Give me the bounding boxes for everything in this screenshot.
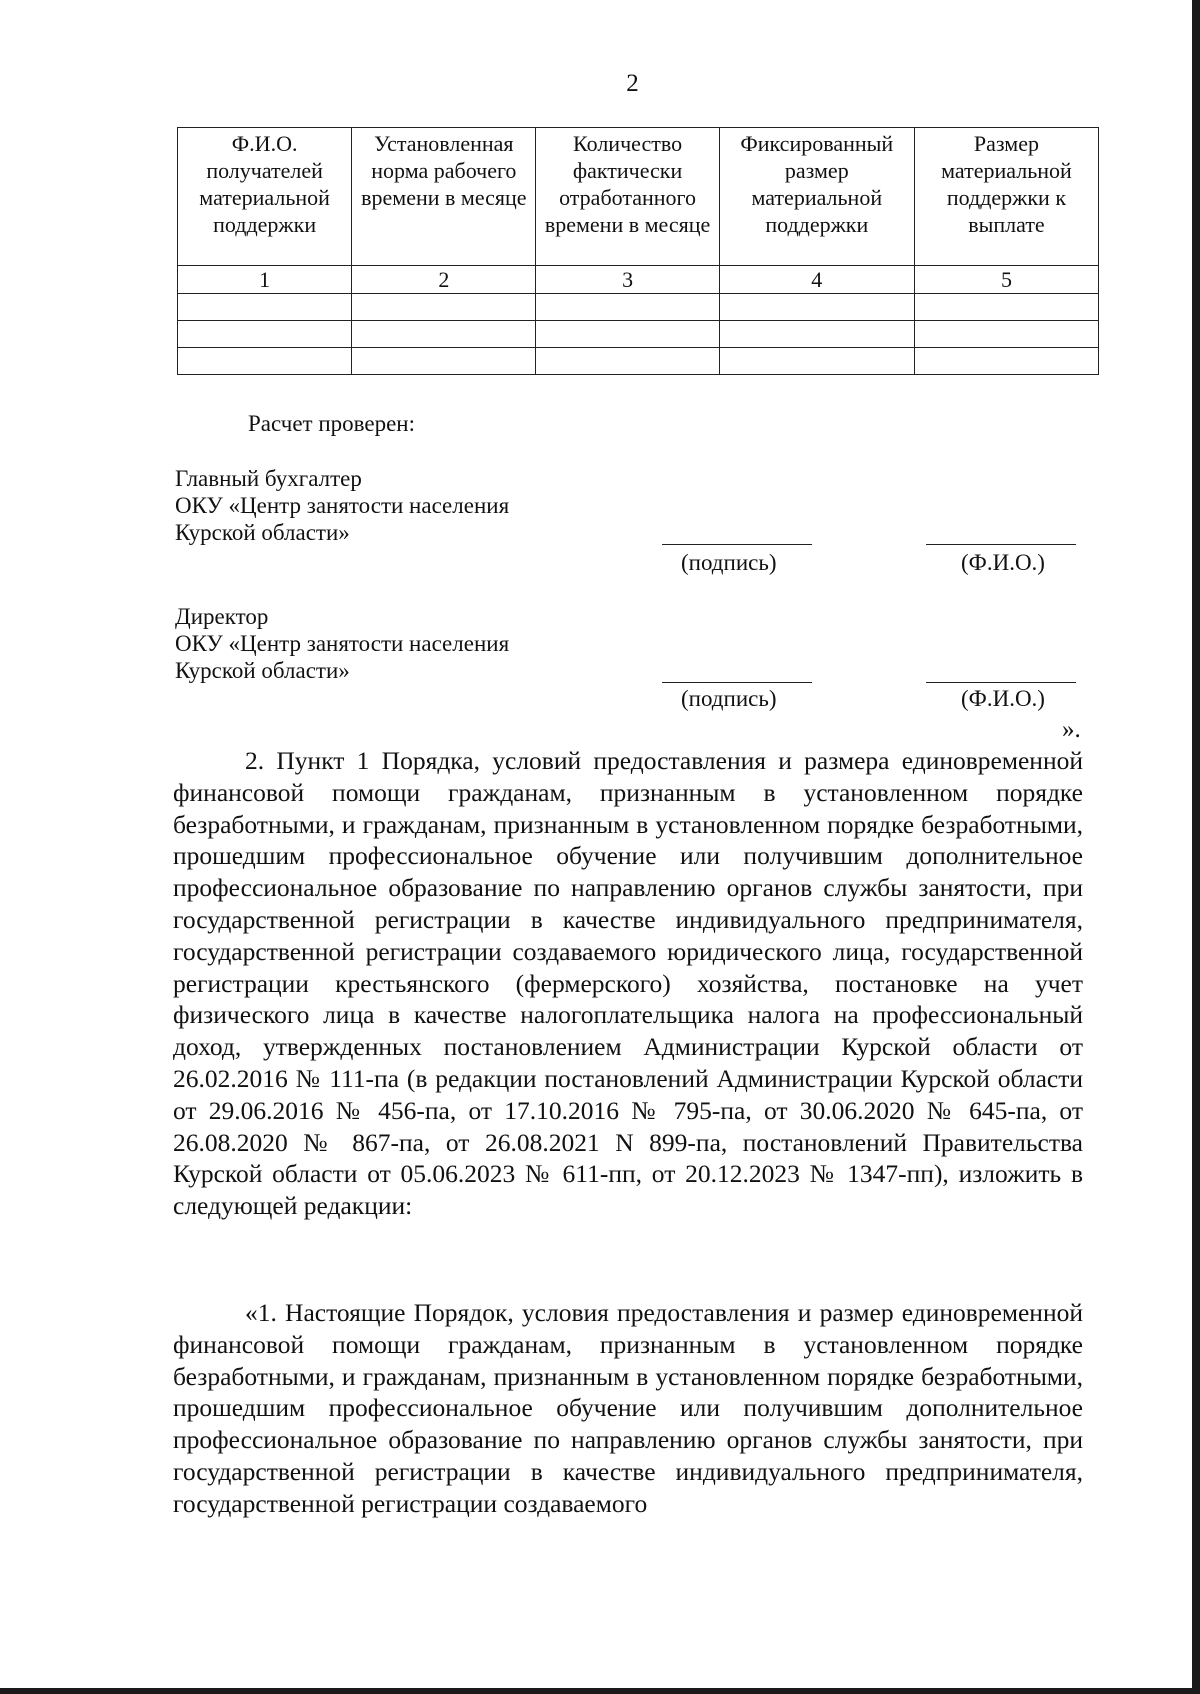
paragraph-text: 2. Пункт 1 Порядка, условий предоставления и размера единовременной финансовой помощи гражданам, признанным в установленном порядке безработными, и гражданам, признанным в установленном порядке безработными, прошедшим профессиональное обучение или получившим дополнительное профессиональное образование по направлению органов службы занятости, при государственной регистрации в качестве индивидуального предпринимателя, государственной регистрации создаваемого юридического лица, государственной регистрации крестьянского (фермерского) хозяйства, постановке на учет физического лица в качестве налогоплательщика налога на профессиональный доход, утвержденных постановлением Администрации Курской области от 26.02.2016 № 111-па (в редакции постановлений Администрации Курской области от 29.06.2016 № 456-па, от 17.10.2016 № 795-па, от 30.06.2020 № 645-па, от 26.08.2020 № 867-па, от 26.08.2021 N 899-па, постановлений Правительства Курской области от 05.06.2023 № 611-пп, от 20.12.2023 № 1347-пп), изложить в следующей редакции: bbox=[173, 746, 1083, 1221]
table-cell bbox=[536, 348, 719, 375]
table-cell bbox=[536, 321, 719, 348]
table-cell bbox=[178, 348, 352, 375]
signature-caption: (подпись) bbox=[681, 550, 777, 575]
signer-position: Главный бухгалтер bbox=[175, 466, 362, 491]
paragraph-text: «1. Настоящие Порядок, условия предоставления и размер единовременной финансовой помощи гражданам, признанным в установленном порядке безработными, и гражданам, признанным в установленном порядке безработными, прошедшим профессиональное обучение или получившим дополнительное профессиональное образование по направлению органов службы занятости, при государственной регистрации в качестве индивидуального предпринимателя, государственной регистрации создаваемого bbox=[173, 1298, 1083, 1518]
table-header-cell: Размер материальной поддержки к выплате bbox=[914, 128, 1098, 266]
table-cell bbox=[178, 321, 352, 348]
column-number: 2 bbox=[352, 266, 536, 294]
table-row bbox=[178, 348, 1099, 375]
paragraph-2 bbox=[173, 745, 1083, 1222]
signer-org: ОКУ «Центр занятости населения bbox=[175, 631, 510, 656]
name-caption: (Ф.И.О.) bbox=[961, 686, 1045, 711]
table-cell bbox=[719, 294, 914, 321]
table-cell bbox=[352, 348, 536, 375]
name-line bbox=[926, 682, 1076, 683]
name-line bbox=[926, 544, 1076, 545]
column-number: 3 bbox=[536, 266, 719, 294]
table-header-cell: Установленная норма рабочего времени в месяце bbox=[352, 128, 536, 266]
column-number: 1 bbox=[178, 266, 352, 294]
table-header-cell: Ф.И.О. получателей материальной поддержки bbox=[178, 128, 352, 266]
table-row bbox=[178, 321, 1099, 348]
verified-label: Расчет проверен: bbox=[248, 411, 415, 436]
signer-org: ОКУ «Центр занятости населения bbox=[175, 493, 510, 518]
table-cell bbox=[914, 348, 1098, 375]
column-number: 4 bbox=[719, 266, 914, 294]
scan-edge bbox=[1192, 0, 1200, 1694]
scan-edge bbox=[0, 1688, 1200, 1694]
table-cell bbox=[352, 294, 536, 321]
name-caption: (Ф.И.О.) bbox=[961, 550, 1045, 575]
table-cell bbox=[178, 294, 352, 321]
signature-caption: (подпись) bbox=[681, 686, 777, 711]
table-cell bbox=[719, 348, 914, 375]
table-cell bbox=[719, 321, 914, 348]
signature-line bbox=[662, 682, 812, 683]
table-cell bbox=[352, 321, 536, 348]
table-cell bbox=[914, 294, 1098, 321]
page-number: 2 bbox=[626, 70, 639, 97]
signer-position: Директор bbox=[175, 604, 269, 629]
table-number-row bbox=[178, 266, 1099, 294]
table-header-row bbox=[178, 128, 1099, 266]
signer-org: Курской области» bbox=[175, 520, 350, 545]
signer-org: Курской области» bbox=[175, 658, 350, 683]
table-header-cell: Количество фактически отработанного времени в месяце bbox=[536, 128, 719, 266]
table-header-cell: Фиксированный размер материальной поддержки bbox=[719, 128, 914, 266]
paragraph-3 bbox=[173, 1297, 1083, 1520]
signature-line bbox=[662, 544, 812, 545]
table-cell bbox=[914, 321, 1098, 348]
column-number: 5 bbox=[914, 266, 1098, 294]
table-row bbox=[178, 294, 1099, 321]
closing-quote: ». bbox=[1062, 716, 1081, 743]
support-table bbox=[177, 127, 1099, 375]
table-cell bbox=[536, 294, 719, 321]
